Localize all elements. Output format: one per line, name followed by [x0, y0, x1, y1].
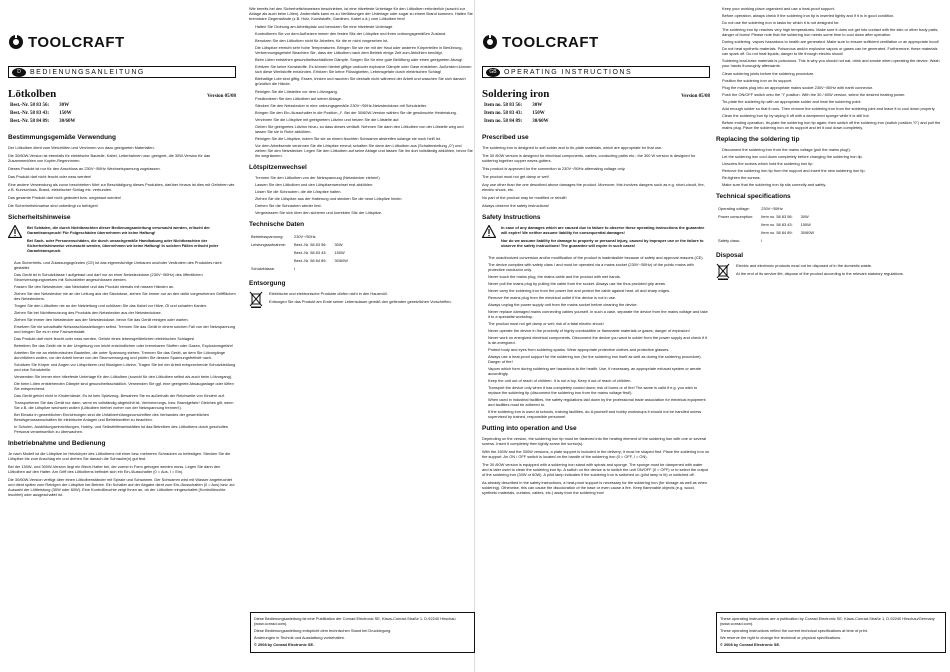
tech-value: 150W — [800, 222, 811, 227]
list-item: • Position the soldering iron on its support. — [722, 78, 944, 83]
crossed-bin-icon — [249, 291, 263, 308]
warning-text: In case of any damages which are caused due to failure to observe these operating instructions the guarantee will expire! We neither assume liability for consequential damages! — [501, 225, 705, 235]
tech-model: Item no. 58 83 43: — [761, 222, 793, 227]
section-heading: Technische Daten — [249, 221, 305, 228]
section-heading: Bestimmungsgemäße Verwendung — [8, 134, 116, 141]
list-item: • Das Gerät gehört nicht in Kinderhände. Es ist kein Spielzeug. Bewahren Sie es außerhalb der Reichweite von Kindern auf. — [14, 393, 236, 398]
list-item: • Transportieren Sie das Gerät nur dann, wenn es vollständig abgekühlt ist, Verbrennungs- bzw. Brandgefahr! Gleiches gilt, wenn Sie z.B. die Lötspitze wechseln wollen (Lötkolben hierbei vorher von der Netzspannung trennen!). — [14, 400, 236, 410]
operation-steps-list — [716, 71, 944, 130]
list-item: • Stecken Sie den Netzstecker in eine ordnungsgemäße 230V~/50Hz-Netzsteckdose mit Schutzleiter. — [255, 103, 474, 108]
paragraph: This product is approved for the connection to 230V~/50Hz alternating voltage only. — [482, 166, 626, 171]
list-item: • Do not heat synthetic materials. Poisonous and/or explosive vapors or gases can be generated. Furthermore, these materials can spark off. Do not heat liquids; danger to life through electric shock! — [722, 46, 944, 56]
section-heading: Safety Instructions — [482, 214, 541, 221]
list-item: • Disconnect the soldering iron from the mains voltage (pull the mains plug!). — [722, 147, 944, 152]
section-heading: Inbetriebnahme und Bedienung — [8, 440, 106, 447]
paragraph: Any use other than the one described above damages the product. Moreover, this involves dangers such as e.g. short-circuit, fire, electric shock, etc. — [482, 182, 705, 192]
list-item: • Vapors which form during soldering are hazardous to the health. Use, if necessary, an appropriate exhaust system or aerate accordingly. — [488, 366, 710, 376]
list-item: • During soldering, vapors hazardous to health are generated. Make sure to ensure sufficient ventilation or an appropriate hood! — [722, 39, 944, 44]
section-heading: Technical specifications — [716, 193, 791, 200]
warning-triangle-icon — [8, 225, 22, 238]
copyright: © 2008 by Conrad Electronic SE. — [720, 642, 781, 647]
paragraph: The product must not get damp or wet! — [482, 174, 549, 179]
list-item: • Clean the soldering iron tip by wiping it off with a dampened sponge while it is still hot. — [722, 113, 944, 118]
section-heading: Entsorgung — [249, 280, 286, 287]
warning-block — [482, 225, 710, 251]
model-label: Item no. 58 83 56: — [484, 103, 523, 108]
list-item: • Aus Sicherheits- und Zulassungsgründen (CE) ist das eigenmächtige Umbauen und/oder Verändern des Produktes nicht gestattet. — [14, 260, 236, 270]
list-item: • Do not use the soldering iron in tasks for which it is not designed for. — [722, 20, 944, 25]
list-item: • Die beim Löten entstehenden Dämpfe sind gesundheitsschädlich. Verwenden Sie ggf. eine geeignete Absauganlage oder lüften Sie entsprechend. — [14, 381, 236, 391]
model-list — [8, 101, 86, 127]
model-label: Item no. 58 84 89: — [484, 119, 523, 124]
paragraph: Der Lötkolben dient zum Weichlöten und Verzinnen von dazu geeigneten Materialien. — [8, 145, 155, 150]
paragraph: Elektrische und elektronische Produkte dürfen nicht in den Hausmüll. — [269, 291, 388, 296]
gb-imprint-box — [716, 612, 946, 653]
brand-name: TOOLCRAFT — [502, 33, 599, 51]
paragraph: Die 30/60W-Version ist ebenfalls für elektrische Bauteile, Kabel, Leiterbahnen usw. geeignet, die 30W-Version für das Zusammenlöten von Kupfer-Regenrinnen. — [8, 153, 211, 163]
warning-text: Bei Schäden, die durch Nichtbeachten dieser Bedienungsanleitung verursacht werden, erlischt der Garantieanspruch! Für Folgeschäden übernehmen wir keine Haftung! — [27, 225, 210, 235]
list-item: • Tragen Sie den Lötkolben nie an der Netzleitung und schützen Sie das Kabel vor Hitze, Öl und scharfen Kanten. — [14, 303, 236, 308]
list-item: • Before ending operation, tin-plate the soldering iron tip again; then switch off the soldering iron (switch position "0") and pull the mains plug. Place the soldering iron on its support and let it cool down completely. — [722, 120, 944, 130]
tech-value: 30/60W — [334, 258, 348, 263]
header-text: BEDIENUNGSANLEITUNG — [30, 68, 145, 76]
tech-value: I — [294, 266, 296, 271]
list-item: • Transport the device only when it has completely cooled down; risk of burns or of fire! The same is valid if e.g. you wish to replace the soldering tip (disconnect the soldering iron from the mains voltage first!). — [488, 385, 710, 395]
list-item: • Drehen Sie die Schrauben wieder fest. — [255, 203, 474, 208]
list-item: • Betreiben Sie das Gerät nie in der Umgebung von leicht entzündlichen oder brennbaren Stoffen oder Gasen, Explosionsgefahr! — [14, 343, 236, 348]
crossed-bin-icon — [716, 263, 730, 280]
product-title: Soldering iron — [482, 88, 550, 100]
version: Version 05/08 — [681, 94, 710, 99]
model-power: 150W — [532, 111, 545, 116]
gb-header-banner — [482, 66, 710, 78]
tip-steps-list — [716, 147, 944, 187]
list-item: • Kontrollieren Sie vor dem Aufheizen immer den festen Sitz der Lötspitze und ihren ordnungsgemäßen Zustand. — [255, 31, 474, 36]
paragraph: Die Sicherheitshinweise sind unbedingt zu befolgen! — [8, 203, 98, 208]
list-item: • Plug the mains plug into an appropriate mains socket 230V~/50Hz with earth connector. — [722, 85, 944, 90]
list-item: • Das Produkt darf nicht feucht oder nass werden, Gefahr eines lebensgefährlichen elektrischen Schlages! — [14, 336, 236, 341]
list-item: • Ziehen Sie immer den Netzstecker aus der Netzsteckdose, bevor Sie das Gerät reinigen oder warten. — [14, 317, 236, 322]
list-item: • Geben Sie geeignetes Lötzinn hinzu, so dass dieses verläuft. Nehmen Sie dann den Lötkolben von der Lötstelle weg und lassen Sie sie in Ruhe abkühlen. — [255, 124, 474, 134]
tech-table — [249, 232, 356, 274]
work-notes-list — [249, 24, 474, 86]
list-item: • Soldering lead-base materials is poisonous. This is why you should not eat, drink and smoke when operating the device. Wash your hands thoroughly afterwards. — [722, 58, 944, 68]
section-heading: Replacing the soldering tip — [716, 136, 800, 143]
list-item: • Remove the mains plug from the electrical outlet if the device is not in use. — [488, 295, 710, 300]
list-item: • Unscrew the screws which hold the soldering iron tip. — [722, 161, 944, 166]
warning-text: Bei Sach- oder Personenschäden, die durch unsachgemäße Handhabung oder Nichtbeachten der Sicherheitshinweise verursacht werden, übernehmen wir keine Haftung! In solchen Fällen erlischt jeder Garantieanspruch. — [27, 238, 219, 253]
paragraph: Eine andere Verwendung als zuvor beschrieben führt zur Beschädigung dieses Produktes, darüber hinaus ist dies mit Gefahren wie z.B. Kurzschluss, Brand, elektrischer Schlag etc. verbunden. — [8, 182, 235, 192]
list-item: • Before operation, always check if the soldering iron tip is inserted tightly and if it is in good condition. — [722, 13, 944, 18]
list-item: • Das Gerät ist in Schutzklasse I aufgebaut und darf nur an einer Netzsteckdose (230V~/50Hz) des öffentlichen Stromversorgungsnetzes mit Schutzleiter angeschlossen werden. — [14, 272, 236, 282]
paragraph: The soldering iron is designed to soft solder and to tin-plate materials, which are appropriate for that use. — [482, 145, 663, 150]
tech-value: 150W — [334, 250, 345, 255]
imprint-text: These operating instructions reflect the current technical specifications at time of print. — [720, 628, 868, 633]
operation-steps-list — [249, 89, 474, 158]
list-item: • Benutzen Sie den Lötkolben nicht für Arbeiten, für die er nicht vorgesehen ist. — [255, 38, 474, 43]
disposal-block — [249, 291, 474, 308]
paragraph: At the end of its service life, dispose of the product according to the relevant statutory regulations. — [736, 271, 904, 276]
list-item: • If the soldering iron is used at schools, training facilities, do-it-yourself and hobby workshops it should not be handled unless supervised by trained, responsible personnel. — [488, 409, 710, 419]
tech-label: Safety class: — [718, 238, 741, 243]
list-item: • Lösen Sie die Schrauben, die die Lötspitze halten. — [255, 189, 474, 194]
paragraph: With the 150W and the 300W versions, a plate support is included in the delivery; it must be shaped first. Place the soldering iron on the support. An ON / OFF switch is located on the handle of the soldering iron (0 = OFF, I = ON). — [482, 449, 710, 459]
imprint-text: These operating instructions are a publication by Conrad Electronic SE, Klaus-Conrad-Straße 1, D-92240 Hirschau/Germany (www.conrad.com). — [720, 616, 935, 626]
fold-line — [474, 0, 475, 672]
list-item: • Vor dem Arbeitsende verzinnen Sie die Lötspitze erneut; schalten Sie dann den Lötkolben aus (Schalterstellung „0“) und ziehen Sie den Netzstecker. Legen Sie den Lötkolben auf seine Ablage und lassen Sie ihn dort vollständig abkühlen, bevor Sie ihn wegräumen. — [255, 143, 474, 158]
tech-model: Best.-Nr. 58 83 56: — [294, 242, 327, 247]
section-heading: Disposal — [716, 252, 744, 259]
section-heading: Prescribed use — [482, 134, 529, 141]
safety-list — [8, 260, 236, 434]
tech-label: Operating voltage: — [718, 206, 750, 211]
tech-label: Betriebsspannung: — [251, 234, 284, 239]
list-item: • Ziehen Sie bei Nichtbenutzung des Produkts den Netzstecker aus der Netzsteckdose. — [14, 310, 236, 315]
paragraph: The 30 /60W version is designed for electrical components, cables, conducting paths etc.; the 300 W version is designed for soldering together copper eaves gutters. — [482, 153, 696, 163]
list-item: • Schützen Sie Körper und Augen vor Lötspritzern und flüssigem Lötzinn. Tragen Sie bei der Arbeit entsprechende Schutzkleidung und eine Schutzbrille. — [14, 362, 236, 372]
paragraph: Entsorgen Sie das Produkt am Ende seiner Lebensdauer gemäß den geltenden gesetzlichen Vorschriften. — [269, 299, 452, 304]
product-title: Lötkolben — [8, 88, 57, 100]
gb-column-2 — [716, 6, 944, 606]
list-item: • Never carry the soldering iron from the power line and protect the cable against heat, oil and sharp edges. — [488, 288, 710, 293]
list-item: • Vergewissern Sie sich über den sicheren und korrekten Sitz der Lötspitze. — [255, 210, 474, 215]
list-item: • Halten Sie Ordnung am Arbeitsplatz und benutzen Sie eine hitzefeste Unterlage. — [255, 24, 474, 29]
model-label: Best.-Nr. 58 84 89: — [10, 119, 50, 124]
list-item: • Reinigen Sie die Lötspitze, indem Sie sie an einem feuchten Schwamm abstreifen solange sie noch heiß ist. — [255, 136, 474, 141]
list-item: • Reinigen Sie die Lötstellen vor dem Lötvorgang. — [255, 89, 474, 94]
imprint-text: We reserve the right to change the technical or physical specifications. — [720, 635, 842, 640]
list-item: • Bei Einsatz in gewerblichen Einrichtungen sind die Unfallverhütungsvorschriften des Verbandes der gewerblichen Berufsgenossenschaften für elektrische Anlagen und Betriebsmittel zu beachten. — [14, 412, 236, 422]
section-heading: Sicherheitshinweise — [8, 214, 71, 221]
tech-model: Best.-Nr. 58 84 89: — [294, 258, 327, 263]
list-item: • Ziehen Sie die Lötspitze aus der Halterung und stecken Sie die neue Lötspitze hinein. — [255, 196, 474, 201]
tech-label: Power consumption: — [718, 214, 754, 219]
imprint-text: Diese Bedienungsanleitung ist eine Publikation der Conrad Electronic SE, Klaus-Conrad-Straße 1, D-92240 Hirschau (www.conrad.com). — [254, 616, 456, 626]
list-item: • Keep the unit out of reach of children. It is not a toy. Keep it out of reach of children. — [488, 378, 710, 383]
model-power: 30W — [532, 103, 543, 108]
model-power: 30/60W — [532, 119, 549, 124]
list-item: • Never pull the mains plug by pulling the cable from the socket. Always use the thus provided grip areas. — [488, 281, 710, 286]
section-heading: Putting into operation and Use — [482, 425, 577, 432]
paragraph: Je nach Modell ist die Lötspitze im Heizkörper des Lötkolbens mit einer bzw. mehreren Schrauben zu befestigen. Stecken Sie die Lötspitze bis zum Anschlag ein und drehen Sie danach die Schraube(n) gut fest. — [8, 451, 231, 461]
list-item: • Beim Löten entstehen gesundheitsschädliche Dämpfe. Sorgen Sie für eine gute Belüftung oder einen geeigneten Abzug! — [255, 57, 474, 62]
list-item: • Lassen Sie den Lötkolben und den Lötspitzenwechsel erst abkühlen. — [255, 182, 474, 187]
list-item: • Clean soldering joints before the soldering procedure. — [722, 71, 944, 76]
tech-value: 230V~/50Hz — [761, 206, 783, 211]
language-badge: D — [12, 68, 26, 77]
list-item: • Tin-plate the soldering tip with an appropriate solder and heat the soldering point. — [722, 99, 944, 104]
list-item: • The soldering iron tip reaches very high temperatures. Make sure it does not get into contact with the skin or other body parts; danger of burns! Please note that the soldering iron needs some time to cool down after operation. — [722, 27, 944, 37]
paragraph: Dieses Produkt ist nur für den Anschluss an 230V~/50Hz Wechselspannung zugelassen. — [8, 166, 161, 171]
gb-column-1 — [482, 6, 710, 498]
paragraph: Das Produkt darf nicht feucht oder nass werden! — [8, 174, 92, 179]
warning-triangle-icon — [482, 225, 496, 238]
list-item: • Positionieren Sie den Lötkolben auf seiner Ablage. — [255, 96, 474, 101]
paragraph: No part of the product may be modified or rebuilt! — [482, 195, 567, 200]
list-item: • Protect body and eyes from soldering sparks. Wear appropriate protective clothes and protective glasses. — [488, 347, 710, 352]
de-imprint-box — [250, 612, 475, 653]
tech-label: Schutzklasse: — [251, 266, 276, 271]
list-item: • Let the soldering iron cool down completely before changing the soldering iron tip. — [722, 154, 944, 159]
list-item: • Never work on energized electrical components. Disconnect the device you want to solder from the power supply and check if it is de-energized. — [488, 335, 710, 345]
tech-model: Item no. 58 84 89: — [761, 230, 793, 235]
paragraph: Bei der 150W- und 300W-Version liegt ein Blech-Halter bei, der zuerst in Form gebogen werden muss. Legen Sie dann den Lötkolben auf den Halter. Am Griff des Lötkolbens befindet sich ein Ein-/Ausschalter (0 = Aus, I = Ein). — [8, 464, 221, 474]
list-item: • Never replace damaged mains connecting cables yourself. In such a case, separate the device from the mains voltage and take it to a specialist workshop. — [488, 309, 710, 319]
list-item: • Bringen Sie den Ein-/Ausschalter in die Position „I“. Bei der 30/60W-Version wählen Sie die gewünschte Heizleistung. — [255, 110, 474, 115]
tip-steps-list — [249, 175, 474, 215]
list-item: • Die Lötspitze erreicht sehr hohe Temperaturen. Bringen Sie sie nie mit der Haut oder anderen Körperteilen in Berührung, Verbrennungsgefahr! Beachten Sie, dass der Lötkolben nach dem Betrieb einige Zeit zum Abkühlen benötigt. — [255, 45, 474, 55]
tech-value: 30/60W — [800, 230, 815, 235]
model-power: 150W — [59, 111, 72, 116]
copyright: © 2008 by Conrad Electronic SE. — [254, 642, 315, 647]
paragraph: Die 30/60W-Version verfügt über einen Lötkolbenständer mit Spirale und Schwamm. Der Schwamm wird mit Wasser angefeuchtet und dient später zum Reinigen der Lötspitze bei Betrieb. Ein Schalter auf der Abgabe dient zum Ein-/Ausschalten (0 = Aus) bzw. zur Auswahl der Löttleistung (30W oder 60W). Eine Kontrollleuchte zeigt Ihnen an, ob der Lötkolben eingeschaltet (Kontrollleuchte leuchtet) oder ausgeschaltet ist. — [8, 477, 235, 497]
list-item: • Ersetzen Sie nie schadhafte Netzanschlussleitungen selbst. Trennen Sie das Gerät in einem solchen Fall von der Netzspannung und bringen Sie es in eine Fachwerkstatt. — [14, 324, 236, 334]
list-item: • Trennen Sie den Lötkolben von der Netzspannung (Netzstecker ziehen!) — [255, 175, 474, 180]
list-item: • Push the ON/OFF switch onto the "I" position. With the 30 / 60W version, select the desired heating power. — [722, 92, 944, 97]
list-item: • Never touch the mains plug, the mains cable and the product with wet hands. — [488, 274, 710, 279]
model-label: Item no. 58 83 43: — [484, 111, 523, 116]
list-item: • Bleihaltige Lote sind giftig. Essen, trinken und rauchen Sie deshalb nicht während der Arbeit und waschen Sie sich danach gründlich die Hände. — [255, 76, 474, 86]
tech-table — [716, 204, 822, 246]
imprint-text: Diese Bedienungsanleitung entspricht dem technischen Stand bei Drucklegung. — [254, 628, 392, 633]
brand-name: TOOLCRAFT — [28, 33, 125, 51]
de-logo — [8, 34, 236, 50]
list-item: • Ziehen Sie den Netzstecker nie an der Leitung aus der Steckdose, ziehen Sie immer nur an den dafür vorgesehenen Griffflächen des Netzsteckers. — [14, 291, 236, 301]
list-item: • Verwenden Sie immer eine hitzefeste Unterlage für den Lötkolben (sowohl für den Lötkolben selbst als auch beim Lötvorgang). — [14, 374, 236, 379]
tech-value: 30W — [334, 242, 343, 247]
model-label: Best.-Nr. 58 83 43: — [10, 111, 50, 116]
list-item: • Make sure that the soldering iron tip sits correctly and safely. — [722, 182, 944, 187]
paragraph: Das gesamte Produkt darf nicht geändert bzw. umgebaut werden! — [8, 195, 122, 200]
tech-value: I — [761, 238, 763, 243]
list-item: • Keep your working place organized and use a heat-proof support. — [722, 6, 944, 11]
imprint-text: Änderungen in Technik und Ausstattung vorbehalten. — [254, 635, 345, 640]
language-badge: GB — [486, 68, 500, 77]
list-item: • Fassen Sie den Netzstecker, das Netzkabel und das Produkt niemals mit nassen Händen an. — [14, 284, 236, 289]
paragraph: The 30 /60W version is equipped with a soldering iron stand with spirals and sponge. The sponge must be dampened with water and is later used to clean the soldering iron tip. A switch on the device is to switch the unit ON/OFF (0 = OFF) or to select the output of the soldering iron (30W or 60W). A pilot lamp indicates if the soldering iron is switched on (pilot lamp is lit) or switched off. — [482, 462, 709, 477]
tech-model: Best.-Nr. 58 83 43: — [294, 250, 327, 255]
list-item: • The unauthorized conversion and/or modification of the product is inadmissible because of safety and approval reasons (CE). — [488, 255, 710, 260]
work-notes-list — [716, 6, 944, 68]
toolcraft-gear-icon — [8, 34, 24, 50]
tech-value: 230V~/50Hz — [294, 234, 316, 239]
list-item: • Arbeiten Sie nie an elektronischen Bauteilen, die unter Spannung stehen. Trennen Sie das Gerät, an dem Sie Lötvorgänge durchführen wollen, vor der Arbeit immer von der Stromversorgung und prüfen Sie dessen Spannungsfreiheit nach. — [14, 350, 236, 360]
paragraph: Depending on the version, the soldering iron tip must be fastened into the heating element of the soldering iron with one or several screws. Insert it completely then tightly screw the screw(s). — [482, 436, 707, 446]
de-column-1 — [8, 6, 236, 500]
list-item: • Erhitzen Sie keine Kunststoffe. Es können hierbei giftige und/oder explosive Dämpfe oder Gase entstehen. Außerdem können sich diese Werkstoffe entzünden. Erhitzen Sie keine Flüssigkeiten, Lebensgefahr durch elektrischen Schlag! — [255, 64, 474, 74]
safety-list — [482, 255, 710, 419]
header-text: OPERATING INSTRUCTIONS — [504, 68, 633, 76]
list-item: • Remove the soldering iron tip from the support and insert the new soldering iron tip. — [722, 168, 944, 173]
model-label: Best.-Nr. 58 83 56: — [10, 103, 50, 108]
tech-model: Item no. 58 83 56: — [761, 214, 793, 219]
paragraph: Electric and electronic products must not be disposed of in the domestic waste. — [736, 263, 873, 268]
tech-label: Leistungsaufnahme: — [251, 242, 287, 247]
tech-value: 30W — [800, 214, 809, 219]
toolcraft-gear-icon — [482, 34, 498, 50]
list-item: • Add enough solder so that it runs. Then remove the soldering iron from the soldering joint and leave it to cool down properly. — [722, 106, 944, 111]
list-item: • The device complies with safety class I and must be operated via a mains socket (230V~/50Hz) of the public mains with protective conductor only. — [488, 262, 710, 272]
version: Version 05/08 — [207, 94, 236, 99]
warning-block — [8, 225, 236, 256]
model-power: 30W — [59, 103, 70, 108]
list-item: • Never operate the device in the proximity of highly combustible or flammable materials or gases; danger of explosion! — [488, 328, 710, 333]
paragraph: Wie bereits bei den Sicherheitshinweisen beschrieben, ist eine hitzefeste Unterlage für den Lötkolben erforderlich (sowohl zur Ablage als auch beim Löten). Andernfalls kann es zu Verfärbungen der Unterlage oder sogar zu einem Brand kommen. Halten Sie brennbare Gegenstände (z.B. Holz, Kunststoffe, Gardinen, Kabel o.ä.) vom Lötkolben fern! — [249, 6, 473, 21]
list-item: • Always unplug the power supply unit from the mains socket before cleaning the device. — [488, 302, 710, 307]
de-header-banner — [8, 66, 236, 78]
disposal-block — [716, 263, 944, 280]
list-item: • The product must not get damp or wet; risk of a fatal electric shock! — [488, 321, 710, 326]
de-column-2 — [249, 6, 474, 606]
list-item: • Verzinnen Sie die Lötspitze mit geeignetem Lötzinn und heizen Sie die Lötstelle auf. — [255, 117, 474, 122]
list-item: • In Schulen, Ausbildungseinrichtungen, Hobby- und Selbsthilfewerkstätten ist das Betreiben des Lötkolbens durch geschultes Personal verantwortlich zu überwachen. — [14, 424, 236, 434]
gb-logo — [482, 34, 710, 50]
list-item: • Re-tighten the screws. — [722, 175, 944, 180]
list-item: • When used in industrial facilities, the safety regulations laid down by the professional trade association for electrical equipment and facilities must be adhered to. — [488, 397, 710, 407]
warning-text: Nor do we assume liability for damage to property or personal injury, caused by improper use or the failure to observe the safety instructions! The guarantee will expire in such cases! — [501, 238, 704, 248]
list-item: • Always use a heat-proof support for the soldering iron (for the soldering iron itself as well as during the soldering procedure). Danger of fire! — [488, 354, 710, 364]
model-list — [482, 101, 559, 127]
section-heading: Lötspitzenwechsel — [249, 164, 307, 171]
paragraph: Always observe the safety instructions! — [482, 203, 550, 208]
model-power: 30/60W — [59, 119, 76, 124]
paragraph: As already described in the safety instructions, a heat-proof support is necessary for the soldering iron (for storage as well as when soldering). Otherwise, this can cause the discoloration of the base or even cause a fire. Keep flammable objects (e.g. wood, synthetic materials, curtains, cables, etc.) away from the soldering iron! — [482, 480, 708, 495]
